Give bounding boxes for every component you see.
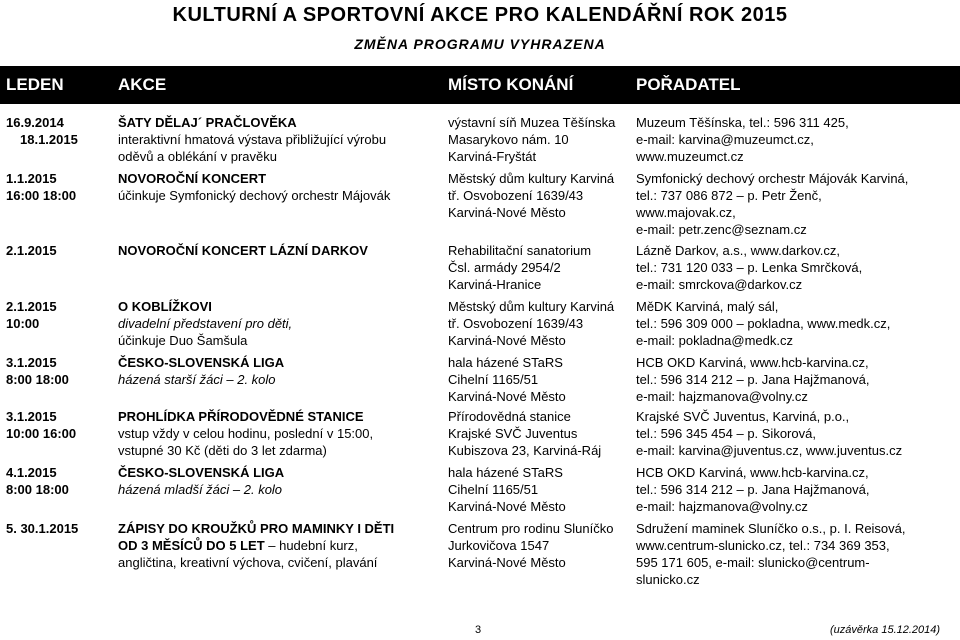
- table-header: [0, 66, 960, 104]
- event-date: 2.1.2015: [6, 243, 57, 258]
- event-description: O KOBLÍŽKOVI divadelní představení pro děti, účinkuje Duo Šamšula: [118, 299, 293, 348]
- event-date: 1.1.2015 16:00 18:00: [6, 171, 77, 203]
- event-venue: Rehabilitační sanatorium Čsl. armády 2954/2 Karviná-Hranice: [448, 243, 592, 292]
- event-description: PROHLÍDKA PŘÍRODOVĚDNÉ STANICE vstup vždy v celou hodinu, poslední v 15:00, vstupné 30 Kč (děti do 3 let zdarma): [118, 409, 374, 458]
- event-description: NOVOROČNÍ KONCERT LÁZNÍ DARKOV: [118, 243, 368, 258]
- document-subtitle: ZMĚNA PROGRAMU VYHRAZENA: [354, 36, 606, 52]
- event-venue: hala házené STaRS Cihelní 1165/51 Karviná-Nové Město: [448, 355, 566, 404]
- document-title: KULTURNÍ A SPORTOVNÍ AKCE PRO KALENDÁŘNÍ ROK 2015: [172, 4, 788, 26]
- closing-date: (uzávěrka 15.12.2014): [830, 624, 941, 636]
- event-organizer: MěDK Karviná, malý sál, tel.: 596 309 000 – pokladna, www.medk.cz, e-mail: pokladna@medk.cz: [636, 299, 891, 348]
- header-venue: MÍSTO KONÁNÍ: [448, 75, 574, 94]
- event-organizer: HCB OKD Karviná, www.hcb-karvina.cz, tel.: 596 314 212 – p. Jana Hajžmanová, e-mail: hajzmanova@volny.cz: [636, 355, 870, 404]
- event-organizer: Sdružení maminek Sluníčko o.s., p. I. Reisová, www.centrum-slunicko.cz, tel.: 734 369 353, 595 171 605, e-mail: slunicko@centrum- slunicko.cz: [636, 521, 906, 587]
- event-venue: Městský dům kultury Karviná tř. Osvobození 1639/43 Karviná-Nové Město: [448, 299, 615, 348]
- header-month: LEDEN: [6, 75, 64, 94]
- header-event: AKCE: [118, 75, 167, 94]
- event-date: 3.1.2015 10:00 16:00: [6, 409, 77, 441]
- event-venue: Městský dům kultury Karviná tř. Osvobození 1639/43 Karviná-Nové Město: [448, 171, 615, 220]
- event-venue: Centrum pro rodinu Sluníčko Jurkovičova 1547 Karviná-Nové Město: [448, 521, 614, 570]
- event-venue: Přírodovědná stanice Krajské SVČ Juventus Kubiszova 23, Karviná-Ráj: [448, 409, 602, 458]
- event-date: 4.1.2015 8:00 18:00: [6, 465, 69, 497]
- header-organizer: POŘADATEL: [636, 75, 741, 94]
- event-description: ČESKO-SLOVENSKÁ LIGA házená mladší žáci – 2. kolo: [118, 465, 285, 497]
- event-description: NOVOROČNÍ KONCERT účinkuje Symfonický dechový orchestr Májovák: [118, 171, 391, 203]
- event-date: 16.9.2014 18.1.2015: [6, 115, 78, 147]
- event-organizer: Muzeum Těšínska, tel.: 596 311 425, e-mail: karvina@muzeumct.cz, www.muzeumct.cz: [636, 115, 849, 164]
- event-venue: hala házené STaRS Cihelní 1165/51 Karviná-Nové Město: [448, 465, 566, 514]
- event-description: ZÁPISY DO KROUŽKŮ PRO MAMINKY I DĚTI OD 3 MĚSÍCŮ DO 5 LET – hudební kurz, angličtina, kreativní výchova, cvičení, plavání: [118, 521, 395, 570]
- event-venue: výstavní síň Muzea Těšínska Masarykovo nám. 10 Karviná-Fryštát: [448, 115, 616, 164]
- page-number: 3: [475, 624, 482, 636]
- event-organizer: HCB OKD Karviná, www.hcb-karvina.cz, tel.: 596 314 212 – p. Jana Hajžmanová, e-mail: hajzmanova@volny.cz: [636, 465, 870, 514]
- event-date: 3.1.2015 8:00 18:00: [6, 355, 69, 387]
- event-organizer: Krajské SVČ Juventus, Karviná, p.o., tel.: 596 345 454 – p. Sikorová, e-mail: karvina@juventus.cz, www.juventus.cz: [636, 409, 903, 458]
- event-description: ŠATY DĚLAJ´ PRAČLOVĚKA interaktivní hmatová výstava přibližující výrobu oděvů a oblékání v pravěku: [118, 115, 387, 164]
- event-description: ČESKO-SLOVENSKÁ LIGA házená starší žáci – 2. kolo: [118, 355, 285, 387]
- event-date: 5. 30.1.2015: [6, 521, 79, 536]
- event-organizer: Lázně Darkov, a.s., www.darkov.cz, tel.: 731 120 033 – p. Lenka Smrčková, e-mail: smrckova@darkov.cz: [636, 243, 863, 292]
- event-organizer: Symfonický dechový orchestr Májovák Karviná, tel.: 737 086 872 – p. Petr Ženč, www.majovak.cz, e-mail: petr.zenc@seznam.cz: [636, 171, 909, 237]
- event-date: 2.1.2015 10:00: [6, 299, 57, 331]
